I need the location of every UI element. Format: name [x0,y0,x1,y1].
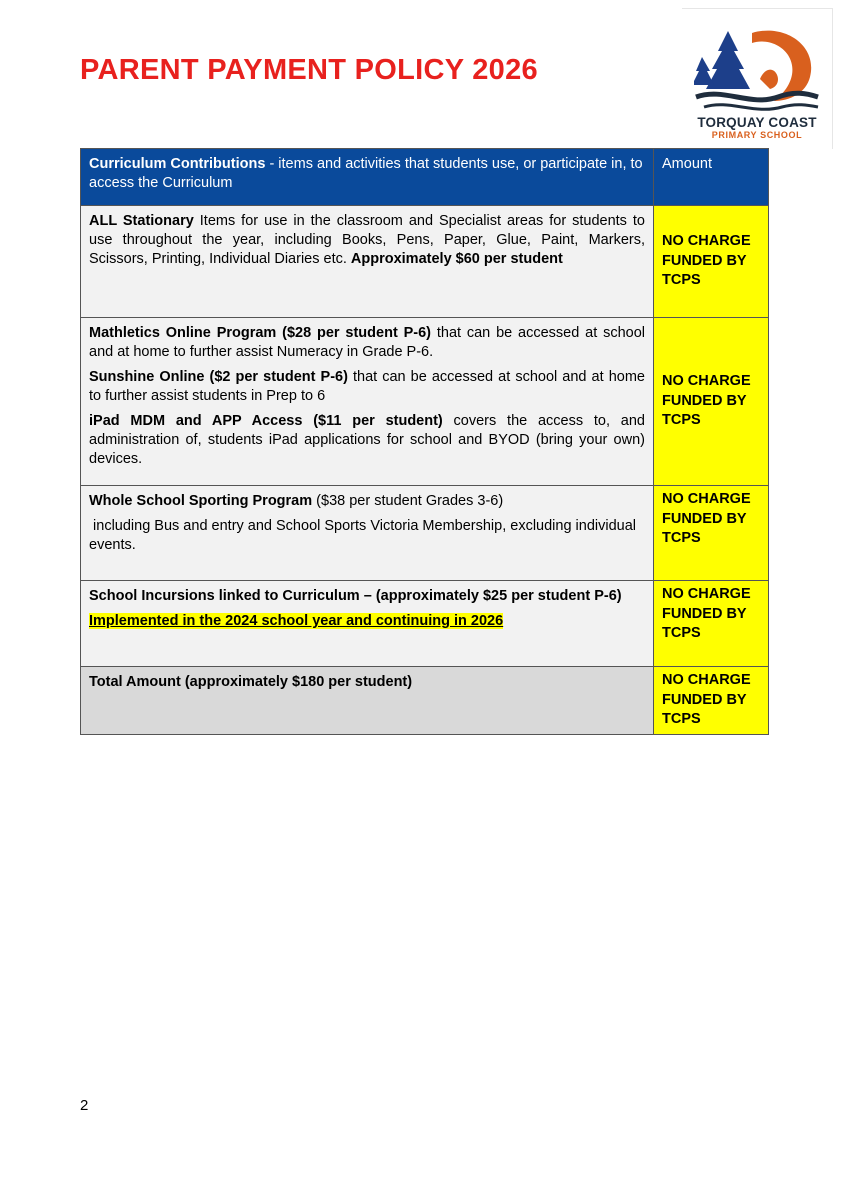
table-total-row [81,667,769,735]
header-amount-cell: Amount [654,149,769,206]
header-bold: Curriculum Contributions [89,156,266,172]
item-text: including Bus and entry and School Sports Victoria Membership, excluding individual events. [89,518,641,553]
table-row [81,486,769,581]
item-text: that can be accessed at school and at home to further assist Numeracy in Grade P-6. [89,325,645,360]
table-header-row [81,149,769,206]
item-title: Mathletics Online Program ($28 per student P-6) [89,325,432,341]
page-title: PARENT PAYMENT POLICY 2026 [80,54,538,86]
item-title: iPad MDM and APP Access ($11 per student) [89,413,443,429]
logo-school-subtitle: PRIMARY SCHOOL [711,130,803,140]
row-description [81,206,654,318]
total-label [81,667,654,735]
header-description-cell [81,149,654,206]
row-amount: NO CHARGE FUNDED BY TCPS [654,318,769,486]
payment-policy-table [80,148,769,735]
row-amount: NO CHARGE FUNDED BY TCPS [654,581,769,667]
table-row [81,318,769,486]
item-text: Items for use in the classroom and Specialist areas for students to use throughout the year, including Books, Pens, Paper, Glue, Paint, Markers, Scissors, Printing, Individual Diaries etc. [89,213,645,267]
row-description [81,581,654,667]
item-text: that can be accessed at school and at home to further assist students in Prep to 6 [89,369,645,404]
table-row [81,581,769,667]
row-amount: NO CHARGE FUNDED BY TCPS [654,486,769,581]
header-rest: - items and activities that students use, or participate in, to access the Curriculum [89,156,643,191]
total-label-text: Total Amount (approximately $180 per student) [89,674,413,690]
table-row [81,206,769,318]
item-title: Sunshine Online ($2 per student P-6) [89,369,348,385]
item-title: Whole School Sporting Program [89,493,313,509]
school-logo [682,8,833,149]
item-title: School Incursions linked to Curriculum – (approximately $25 per student P-6) [89,588,622,604]
row-description [81,486,654,581]
item-title: ALL Stationary [89,213,194,229]
item-text: ($38 per student Grades 3-6) [312,493,504,509]
school-logo-icon [694,27,820,117]
total-amount: NO CHARGE FUNDED BY TCPS [654,667,769,735]
row-amount: NO CHARGE FUNDED BY TCPS [654,206,769,318]
highlighted-note: Implemented in the 2024 school year and continuing in 2026 [89,613,504,629]
row-description [81,318,654,486]
item-text: covers the access to, and administration of, students iPad applications for school and BYOD (bring your own) devices. [89,413,645,467]
item-cost: Approximately $60 per student [350,251,563,267]
logo-school-name: TORQUAY COAST [697,115,817,130]
page-number: 2 [80,1097,89,1114]
